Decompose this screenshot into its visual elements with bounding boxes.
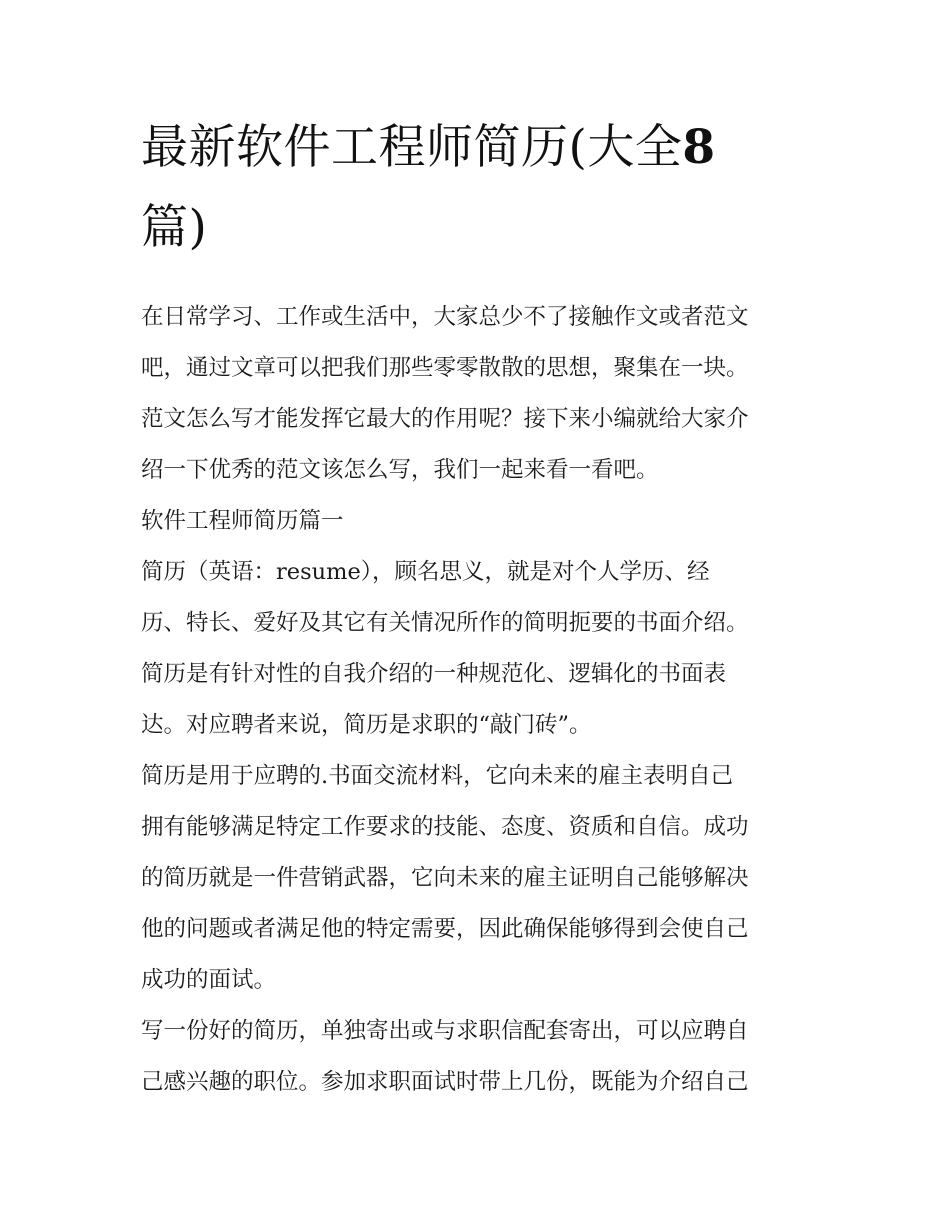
section-heading-text: 软件工程师简历篇一 xyxy=(141,508,344,534)
text-line: 己感兴趣的职位。参加求职面试时带上几份，既能为介绍自己 xyxy=(141,1069,749,1095)
text-line: 写一份好的简历，单独寄出或与求职信配套寄出，可以应聘自 xyxy=(141,1018,749,1044)
title-text: 最新软件工程师简历(大全 xyxy=(141,120,683,175)
text-line: 绍一下优秀的范文该怎么写，我们一起来看一看吧。 xyxy=(141,457,659,483)
text-line: 拥有能够满足特定工作要求的技能、态度、资质和自信。成功 xyxy=(141,814,749,840)
title-suffix: 篇) xyxy=(141,200,208,255)
text-line: 达。对应聘者来说，简历是求职的“敲门砖”。 xyxy=(141,712,592,738)
text-line: 简历（英语：resume），顾名思义，就是对个人学历、经 xyxy=(141,559,710,585)
title-number: 8 xyxy=(682,120,716,175)
section-heading xyxy=(141,496,813,547)
document-body xyxy=(141,292,813,1108)
document-content xyxy=(141,108,813,1108)
text-line: 简历是有针对性的自我介绍的一种规范化、逻辑化的书面表 xyxy=(141,661,727,687)
text-line: 在日常学习、工作或生活中，大家总少不了接触作文或者范文 xyxy=(141,304,749,330)
text-line: 历、特长、爱好及其它有关情况所作的简明扼要的书面介绍。 xyxy=(141,610,749,636)
resume-definition-paragraph xyxy=(141,547,813,751)
document-title xyxy=(141,108,813,268)
intro-paragraph xyxy=(141,292,813,496)
text-line: 成功的面试。 xyxy=(141,967,277,993)
resume-usage-paragraph xyxy=(141,1006,813,1108)
text-line: 吧，通过文章可以把我们那些零零散散的思想，聚集在一块。 xyxy=(141,355,749,381)
text-line: 范文怎么写才能发挥它最大的作用呢？接下来小编就给大家介 xyxy=(141,406,749,432)
text-line: 的简历就是一件营销武器，它向未来的雇主证明自己能够解决 xyxy=(141,865,749,891)
text-line: 他的问题或者满足他的特定需要，因此确保能够得到会使自己 xyxy=(141,916,749,942)
resume-purpose-paragraph xyxy=(141,751,813,1006)
text-line: 简历是用于应聘的.书面交流材料，它向未来的雇主表明自己 xyxy=(141,763,734,789)
